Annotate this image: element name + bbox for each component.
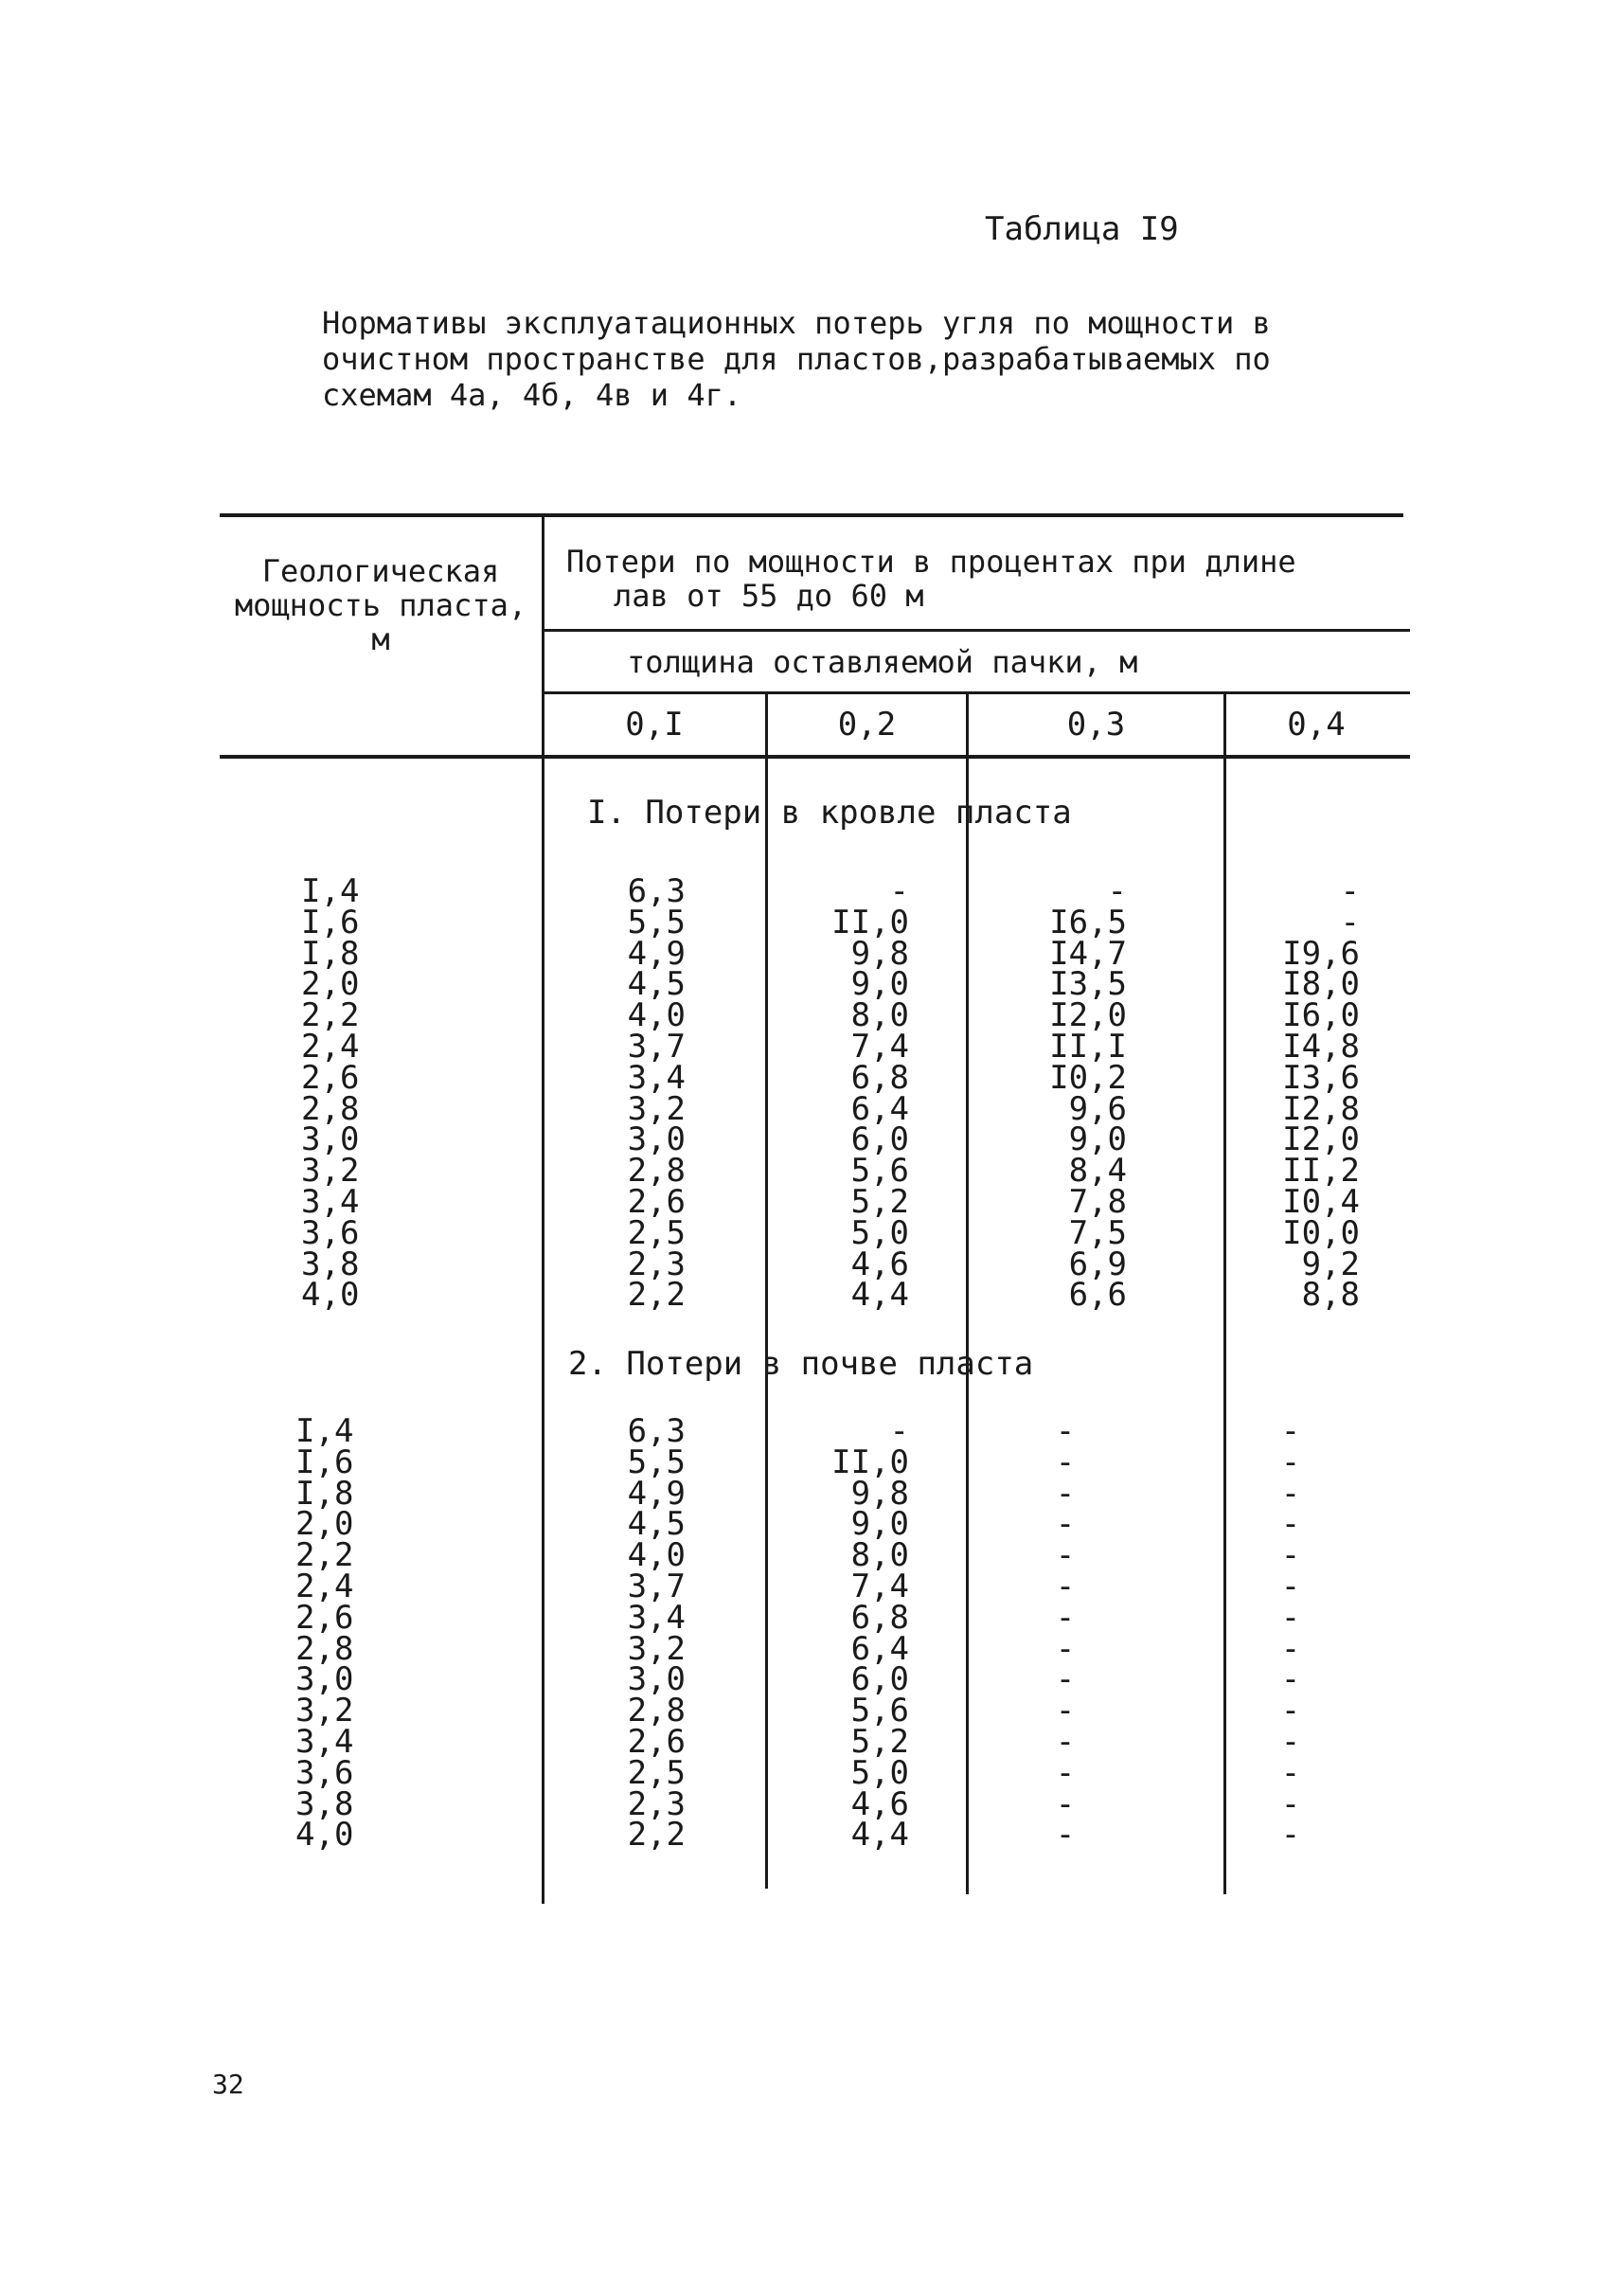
- values-column-0-1: [568, 1412, 686, 1855]
- value-cell: -: [1055, 1598, 1076, 1637]
- value-cell: I0,2: [1049, 1058, 1127, 1097]
- value-cell: -: [1280, 1567, 1301, 1605]
- value-cell: I3,5: [1049, 965, 1127, 1004]
- thickness-cell: 4,0: [301, 1276, 360, 1315]
- value-cell: -: [1055, 1660, 1076, 1699]
- value-cell: -: [1107, 872, 1127, 910]
- value-cell: -: [1055, 1692, 1076, 1730]
- values-column-0-2: [776, 872, 909, 1315]
- value-cell: -: [1280, 1443, 1301, 1481]
- thickness-cell: 3,8: [295, 1784, 354, 1823]
- header-losses-line: лав от 55 до 60 м: [614, 578, 924, 614]
- value-cell: 6,9: [1068, 1245, 1127, 1283]
- thickness-cell: 3,6: [295, 1753, 354, 1792]
- thickness-cell: 2,6: [295, 1598, 354, 1637]
- value-cell: 5,5: [627, 1443, 686, 1481]
- value-cell: 3,2: [627, 1629, 686, 1668]
- value-cell: 3,0: [627, 1660, 686, 1699]
- value-cell: -: [1055, 1505, 1076, 1544]
- thickness-cell: I,6: [295, 1443, 354, 1481]
- value-cell: 7,8: [1068, 1182, 1127, 1221]
- value-cell: 6,8: [850, 1058, 909, 1097]
- value-cell: I2,0: [1049, 996, 1127, 1035]
- value-cell: 4,6: [850, 1245, 909, 1283]
- value-cell: 3,0: [627, 1120, 686, 1159]
- value-cell: -: [1055, 1443, 1076, 1481]
- thickness-cell: 3,4: [295, 1722, 354, 1761]
- value-cell: 5,6: [850, 1692, 909, 1730]
- value-cell: -: [1055, 1412, 1076, 1450]
- value-cell: 9,0: [1068, 1120, 1127, 1159]
- values-column-0-3: [985, 872, 1127, 1315]
- value-cell: -: [1055, 1722, 1076, 1761]
- value-cell: 6,3: [627, 872, 686, 910]
- value-cell: -: [1280, 1412, 1301, 1450]
- section-title: I. Потери в кровле пласта: [587, 794, 1072, 832]
- header-subtitle: толщина оставляемой пачки, м: [627, 644, 1138, 680]
- value-cell: -: [1280, 1753, 1301, 1792]
- value-cell: -: [1280, 1629, 1301, 1668]
- values-column-0-4: [1248, 1412, 1333, 1855]
- value-cell: -: [1055, 1784, 1076, 1823]
- value-cell: 9,8: [850, 1474, 909, 1513]
- value-cell: 2,5: [627, 1213, 686, 1252]
- column-header-0-1: 0,I: [625, 706, 684, 744]
- value-cell: 7,4: [850, 1027, 909, 1066]
- value-cell: -: [1055, 1474, 1076, 1513]
- divider-col2: [966, 693, 969, 1894]
- value-cell: -: [1280, 1505, 1301, 1544]
- value-cell: 9,0: [850, 965, 909, 1004]
- value-cell: 4,4: [850, 1276, 909, 1315]
- value-cell: 2,6: [627, 1182, 686, 1221]
- header-mid-rule: [544, 629, 1410, 632]
- thickness-cell: 3,6: [301, 1213, 360, 1252]
- value-cell: 7,5: [1068, 1213, 1127, 1252]
- values-column-0-2: [776, 1412, 909, 1855]
- thickness-cell: I,8: [301, 934, 360, 973]
- value-cell: 3,2: [627, 1089, 686, 1128]
- value-cell: 3,7: [627, 1027, 686, 1066]
- value-cell: 8,0: [850, 1536, 909, 1575]
- table-caption: [322, 305, 1364, 413]
- table-top-rule: [220, 513, 1403, 517]
- thickness-cell: 2,4: [301, 1027, 360, 1066]
- values-column-0-4: [1231, 872, 1360, 1315]
- divider-col1: [765, 693, 768, 1889]
- thickness-cell: 3,2: [301, 1152, 360, 1191]
- value-cell: -: [1055, 1629, 1076, 1668]
- header-thickness: [220, 554, 542, 656]
- thickness-cell: 3,0: [301, 1120, 360, 1159]
- thickness-cell: 2,0: [295, 1505, 354, 1544]
- value-cell: -: [1055, 1567, 1076, 1605]
- value-cell: -: [1280, 1598, 1301, 1637]
- value-cell: 2,3: [627, 1784, 686, 1823]
- section-title: 2. Потери в почве пласта: [568, 1345, 1034, 1383]
- value-cell: I6,5: [1049, 903, 1127, 941]
- thickness-cell: 3,4: [301, 1182, 360, 1221]
- value-cell: 2,2: [627, 1816, 686, 1855]
- column-header-0-4: 0,4: [1287, 706, 1346, 744]
- column-header-0-3: 0,3: [1066, 706, 1126, 744]
- thickness-cell: I,4: [301, 872, 360, 910]
- value-cell: 6,6: [1068, 1276, 1127, 1315]
- thickness-cell: I,8: [295, 1474, 354, 1513]
- value-cell: I4,8: [1282, 1027, 1360, 1066]
- value-cell: II,2: [1282, 1152, 1360, 1191]
- value-cell: 2,3: [627, 1245, 686, 1283]
- value-cell: 9,6: [1068, 1089, 1127, 1128]
- thickness-cell: 2,6: [301, 1058, 360, 1097]
- thickness-cell: 4,0: [295, 1816, 354, 1855]
- thickness-cell: 3,8: [301, 1245, 360, 1283]
- value-cell: -: [889, 872, 909, 910]
- page-number: 32: [212, 2069, 244, 2100]
- value-cell: II,0: [831, 903, 909, 941]
- subheader-rule: [544, 691, 1410, 694]
- value-cell: 9,8: [850, 934, 909, 973]
- value-cell: 2,8: [627, 1152, 686, 1191]
- value-cell: 8,8: [1301, 1276, 1360, 1315]
- value-cell: 6,0: [850, 1660, 909, 1699]
- value-cell: 8,4: [1068, 1152, 1127, 1191]
- thickness-cell: 2,8: [301, 1089, 360, 1128]
- value-cell: -: [1280, 1784, 1301, 1823]
- value-cell: 2,2: [627, 1276, 686, 1315]
- value-cell: 4,5: [627, 965, 686, 1004]
- value-cell: 6,0: [850, 1120, 909, 1159]
- value-cell: -: [1055, 1536, 1076, 1575]
- value-cell: -: [1280, 1722, 1301, 1761]
- value-cell: -: [1280, 1692, 1301, 1730]
- thickness-cell: 3,0: [295, 1660, 354, 1699]
- thickness-cell: 2,8: [295, 1629, 354, 1668]
- caption-line: Нормативы эксплуатационных потерь угля по мощности в: [322, 305, 1271, 341]
- value-cell: -: [1340, 903, 1360, 941]
- value-cell: I4,7: [1049, 934, 1127, 973]
- value-cell: 5,5: [627, 903, 686, 941]
- value-cell: 6,4: [850, 1629, 909, 1668]
- value-cell: I8,0: [1282, 965, 1360, 1004]
- value-cell: 6,3: [627, 1412, 686, 1450]
- value-cell: 6,8: [850, 1598, 909, 1637]
- value-cell: 3,7: [627, 1567, 686, 1605]
- value-cell: 9,0: [850, 1505, 909, 1544]
- value-cell: -: [1280, 1816, 1301, 1855]
- value-cell: 3,4: [627, 1058, 686, 1097]
- value-cell: 8,0: [850, 996, 909, 1035]
- divider-col3: [1223, 693, 1226, 1894]
- value-cell: 3,4: [627, 1598, 686, 1637]
- value-cell: 4,6: [850, 1784, 909, 1823]
- thickness-cell: 2,0: [301, 965, 360, 1004]
- header-losses-line: Потери по мощности в процентах при длине: [566, 544, 1296, 580]
- value-cell: II,I: [1049, 1027, 1127, 1066]
- value-cell: -: [1055, 1753, 1076, 1792]
- header-thickness-line: мощность пласта,: [234, 587, 527, 623]
- caption-line: схемам 4а, 4б, 4в и 4г.: [322, 377, 742, 413]
- value-cell: 9,2: [1301, 1245, 1360, 1283]
- thickness-cell: I,6: [301, 903, 360, 941]
- thickness-cell: 2,2: [295, 1536, 354, 1575]
- thickness-cell: 2,2: [301, 996, 360, 1035]
- value-cell: 4,5: [627, 1505, 686, 1544]
- value-cell: 4,9: [627, 1474, 686, 1513]
- value-cell: I2,8: [1282, 1089, 1360, 1128]
- value-cell: 4,0: [627, 1536, 686, 1575]
- value-cell: 5,2: [850, 1722, 909, 1761]
- value-cell: -: [1280, 1536, 1301, 1575]
- thickness-cell: 3,2: [295, 1692, 354, 1730]
- header-thickness-line: м: [371, 621, 390, 657]
- value-cell: 5,6: [850, 1152, 909, 1191]
- header-bottom-rule: [220, 755, 1410, 759]
- thickness-cell: I,4: [295, 1412, 354, 1450]
- caption-line: очистном пространстве для пластов,разрабатываемых по: [322, 341, 1271, 377]
- values-column-0-1: [568, 872, 686, 1315]
- thickness-cell: 2,4: [295, 1567, 354, 1605]
- header-losses: [566, 545, 1400, 613]
- value-cell: 6,4: [850, 1089, 909, 1128]
- column-header-0-2: 0,2: [837, 706, 897, 744]
- value-cell: I9,6: [1282, 934, 1360, 973]
- value-cell: -: [1340, 872, 1360, 910]
- value-cell: -: [1055, 1816, 1076, 1855]
- value-cell: 2,6: [627, 1722, 686, 1761]
- value-cell: II,0: [831, 1443, 909, 1481]
- value-cell: -: [1280, 1474, 1301, 1513]
- value-cell: 5,0: [850, 1213, 909, 1252]
- header-thickness-line: Геологическая: [261, 553, 500, 589]
- value-cell: -: [889, 1412, 909, 1450]
- values-column-0-3: [1023, 1412, 1108, 1855]
- value-cell: 2,5: [627, 1753, 686, 1792]
- value-cell: 2,8: [627, 1692, 686, 1730]
- value-cell: I3,6: [1282, 1058, 1360, 1097]
- thickness-column: [301, 872, 396, 1315]
- value-cell: I0,4: [1282, 1182, 1360, 1221]
- value-cell: 4,9: [627, 934, 686, 973]
- value-cell: 5,0: [850, 1753, 909, 1792]
- value-cell: I2,0: [1282, 1120, 1360, 1159]
- value-cell: I6,0: [1282, 996, 1360, 1035]
- value-cell: -: [1280, 1660, 1301, 1699]
- thickness-column: [295, 1412, 390, 1855]
- table-label: Таблица I9: [985, 210, 1179, 248]
- value-cell: I0,0: [1282, 1213, 1360, 1252]
- value-cell: 7,4: [850, 1567, 909, 1605]
- value-cell: 4,0: [627, 996, 686, 1035]
- value-cell: 5,2: [850, 1182, 909, 1221]
- value-cell: 4,4: [850, 1816, 909, 1855]
